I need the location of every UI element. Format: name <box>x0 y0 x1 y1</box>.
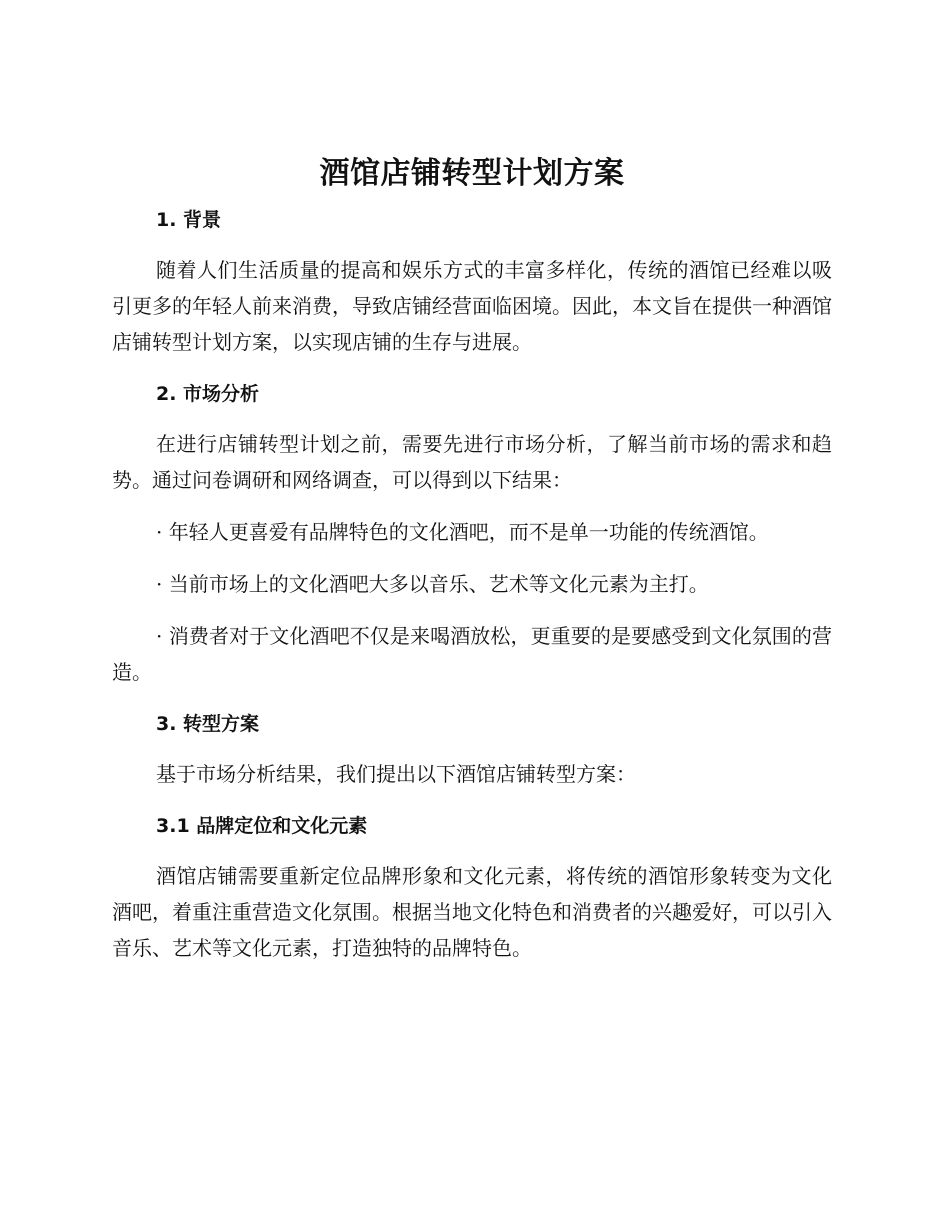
document-title: 酒馆店铺转型计划方案 <box>319 156 625 191</box>
paragraph-brand-positioning: 酒馆店铺需要重新定位品牌形象和文化元素，将传统的酒馆形象转变为文化酒吧，着重注重营造文化氛围。根据当地文化特色和消费者的兴趣爱好，可以引入音乐、艺术等文化元素，打造独特的品牌特色。 <box>112 864 832 960</box>
section-heading-transformation-plan: 3. 转型方案 <box>156 713 260 735</box>
bullet-item: · 当前市场上的文化酒吧大多以音乐、艺术等文化元素为主打。 <box>156 572 709 596</box>
section-heading-background: 1. 背景 <box>156 209 222 231</box>
section-heading-brand-positioning: 3.1 品牌定位和文化元素 <box>156 815 368 837</box>
document-page <box>112 150 832 966</box>
paragraph-transformation-plan: 基于市场分析结果，我们提出以下酒馆店铺转型方案： <box>156 762 636 786</box>
paragraph-market-analysis: 在进行店铺转型计划之前，需要先进行市场分析，了解当前市场的需求和趋势。通过问卷调研和网络调查，可以得到以下结果： <box>112 432 832 492</box>
bullet-item: · 年轻人更喜爱有品牌特色的文化酒吧，而不是单一功能的传统酒馆。 <box>156 520 769 544</box>
section-heading-market-analysis: 2. 市场分析 <box>156 383 260 405</box>
bullet-item: · 消费者对于文化酒吧不仅是来喝酒放松，更重要的是要感受到文化氛围的营造。 <box>112 624 832 684</box>
paragraph-background: 随着人们生活质量的提高和娱乐方式的丰富多样化，传统的酒馆已经难以吸引更多的年轻人前来消费，导致店铺经营面临困境。因此，本文旨在提供一种酒馆店铺转型计划方案，以实现店铺的生存与进展。 <box>112 258 832 354</box>
